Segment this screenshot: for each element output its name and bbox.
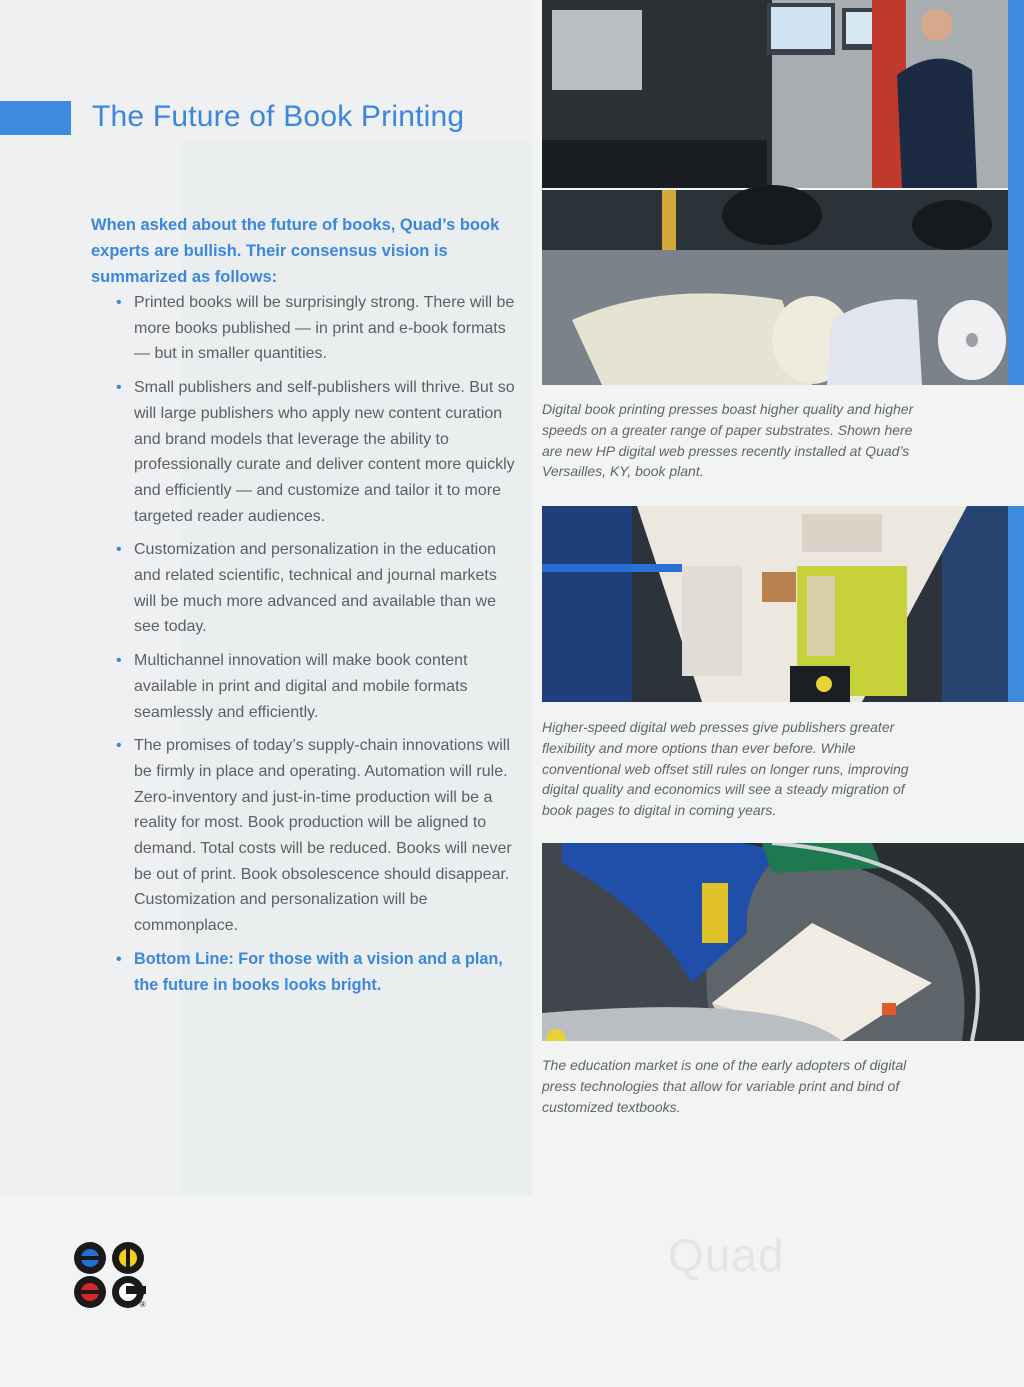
bottom-line-text: Bottom Line: For those with a vision and a plan, the future in books looks bright.: [134, 949, 503, 994]
bullet-glyph: •: [116, 652, 122, 670]
photo-caption: The education market is one of the early adopters of digital press technologies that allow for variable print and bind of customized textbooks.: [542, 1057, 907, 1115]
quad-watermark: Quad: [668, 1229, 785, 1281]
bullet-glyph: •: [116, 294, 122, 311]
photo-accent-edge: [1008, 506, 1024, 702]
bullet-glyph: •: [116, 737, 122, 755]
bullet-text: Printed books will be surprisingly strong. There will be more books published — in print and e-book formats — but in smaller quantities.: [134, 294, 515, 363]
list-item: [116, 648, 516, 725]
list-item: [116, 733, 516, 939]
photo-accent-edge: [1008, 0, 1024, 385]
registered-mark: ®: [140, 1300, 146, 1309]
list-item: [116, 290, 516, 367]
bullet-text: Multichannel innovation will make book content available in print and digital and mobile formats seamlessly and efficiently.: [134, 652, 468, 721]
bullet-glyph: •: [116, 950, 122, 968]
bullet-text: Customization and personalization in the education and related scientific, technical and journal markets will be much more advanced and available than we see today.: [134, 541, 497, 636]
press-plant-illustration: [542, 0, 1008, 385]
web-press-illustration: [542, 506, 1008, 702]
page-title: The Future of Book Printing: [92, 100, 465, 133]
photo-caption: Higher-speed digital web presses give publishers greater flexibility and more options than ever before. While conventional web offset still rules on longer runs, improving digital quality and economics will see a steady migration of book pages to digital in coming years.: [542, 719, 909, 819]
web-press-photo: [542, 506, 1008, 702]
bottom-line-item: [116, 947, 516, 998]
bullet-text: Small publishers and self-publishers will thrive. But so will large publishers who apply new content curation and brand models that leverage the ability to professionally curate and deliver content more quickly and efficiently — and customize and tailor it to more targeted reader audiences.: [134, 379, 515, 525]
textbook-conveyor-illustration: [542, 843, 1024, 1041]
press-plant-photo: [542, 0, 1008, 385]
title-accent-bar: [0, 101, 71, 135]
quad-logo: [70, 1240, 150, 1312]
vision-bullet-list: [116, 290, 516, 1006]
list-item: [116, 537, 516, 640]
textbook-conveyor-photo: [542, 843, 1024, 1041]
bullet-glyph: •: [116, 379, 122, 397]
list-item: [116, 375, 516, 529]
photo-caption: Digital book printing presses boast higher quality and higher speeds on a greater range of paper substrates. Shown here are new HP digital web presses recently installed at Quad’s Versailles, KY, book plant.: [542, 401, 914, 480]
bullet-text: The promises of today’s supply-chain innovations will be firmly in place and operating. Automation will rule. Zero-inventory and just-in-time production will be a reality for most. Book production will be aligned to demand. Total costs will be reduced. Books will never be out of print. Book obsolescence should disappear. Customization and personalization will be commonplace.: [134, 737, 512, 935]
intro-paragraph: When asked about the future of books, Quad’s book experts are bullish. Their consensus vision is summarized as follows:: [91, 216, 500, 286]
bullet-glyph: •: [116, 541, 122, 559]
